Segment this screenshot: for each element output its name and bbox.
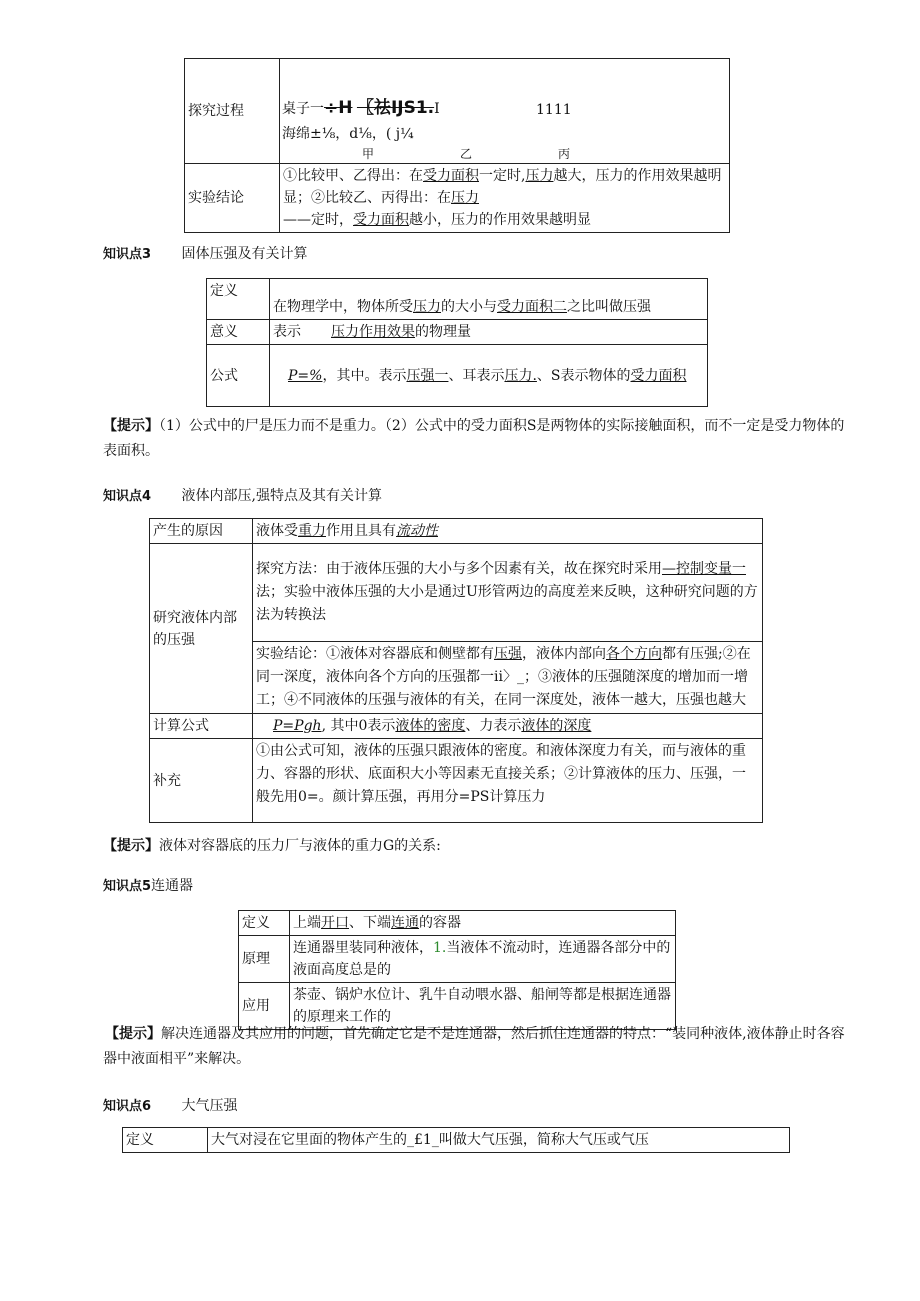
kp3-heading	[103, 243, 308, 263]
tip-3: 【提示】解决连通器及其应用的问题，首先确定它是不是连通器，然后抓住连通器的特点：“装同种液体,液体静止时各容器中液面相平”来解决。	[103, 1026, 845, 1067]
kp5-def-text: 上端开口、下端连通的容器	[290, 911, 676, 936]
kp4-calc-label: 计算公式	[150, 714, 253, 739]
figure-label-b: 乙	[460, 147, 473, 161]
kp4-calc-text: P=Pgh, 其中0表示液体的密度、力表示液体的深度	[253, 714, 763, 739]
kp4-heading	[103, 485, 382, 505]
kp3-meaning-label: 意义	[207, 320, 270, 345]
kp5-app-label: 应用	[239, 983, 290, 1030]
kp3-def-label: 定义	[207, 279, 270, 320]
kp3-title: 固体压强及有关计算	[181, 246, 308, 262]
kp4-supp-label: 补充	[150, 739, 253, 823]
sponge-label: 海绵±⅛，d⅛，( j¼	[282, 126, 414, 142]
kp4-method-text: 探究方法：由于液体压强的大小与多个因素有关，故在探究时采用—控制变量一法；实验中液体压强的大小是通过U形管两边的高度差来反映，这种研究问题的方法为转换法	[253, 544, 763, 642]
kp6-table	[122, 1127, 790, 1153]
kp6-def-label: 定义	[123, 1128, 208, 1153]
kp6-def-text: 大气对浸在它里面的物体产生的_£1_叫做大气压强，简称大气压或气压	[208, 1128, 790, 1153]
tip-1: 【提示】（1）公式中的尸是压力而不是重力。（2）公式中的受力面积S是两物体的实际接触面积，而不一定是受力物体的表面积。	[103, 418, 845, 459]
kp4-cause-label: 产生的原因	[150, 519, 253, 544]
figure-label-a: 甲	[362, 147, 375, 161]
kp5-heading	[103, 875, 193, 895]
conclusion-label: 实验结论	[185, 164, 280, 233]
kp6-heading	[103, 1095, 238, 1115]
kp6-title: 大气压强	[181, 1098, 238, 1114]
figure-marks: 1111	[536, 102, 572, 118]
kp3-table	[206, 278, 708, 407]
kp4-table	[149, 518, 763, 823]
tip-2: 【提示】液体对容器底的压力厂与液体的重力G的关系:	[103, 838, 441, 854]
kp5-tag: 知识点5	[103, 879, 152, 894]
kp3-def-text: 在物理学中，物体所受压力的大小与受力面积二之比叫做压强	[270, 279, 708, 320]
explore-table	[184, 58, 730, 233]
kp6-tag: 知识点6	[103, 1099, 152, 1114]
kp5-table	[238, 910, 676, 1030]
kp3-formula-label: 公式	[207, 345, 270, 407]
explore-figure-cell: 桌子一÷H 〖祛IJS1.I 1111 海绵±⅛，d⅛，( j¼ 甲 乙 丙	[280, 59, 730, 164]
kp5-principle-text: 连通器里装同种液体，1.当液体不流动时，连通器各部分中的液面高度总是的	[290, 936, 676, 983]
desk-label: 桌子一	[282, 101, 324, 117]
kp4-supp-text: ①由公式可知，液体的压强只跟液体的密度。和液体深度力有关，而与液体的重力、容器的形状、底面积大小等因素无直接关系；②计算液体的压力、压强，一般先用0=。颜计算压强，再用分=PS计算压力	[253, 739, 763, 823]
conclusion-text: ①比较甲、乙得出：在受力面积一定时,压力越大，压力的作用效果越明显；②比较乙、丙得出：在压力 ——定时，受力面积越小，压力的作用效果越明显	[280, 164, 730, 233]
kp5-principle-label: 原理	[239, 936, 290, 983]
explore-row-label: 探究过程	[185, 59, 280, 164]
kp4-exp-text: 实验结论：①液体对容器底和侧壁都有压强，液体内部向各个方向都有压强;②在同一深度，液体向各个方向的压强都一ii〉_；③液体的压强随深度的增加而一增工；④不同液体的压强与液体的有关，在同一深度处，液体一越大，压强也越大	[253, 642, 763, 714]
kp4-cause-text: 液体受重力作用且具有流动性	[253, 519, 763, 544]
kp5-app-text: 茶壶、锅炉水位计、乳牛自动喂水器、船闸等都是根据连通器的原理来工作的	[290, 983, 676, 1030]
kp5-title: 连通器	[151, 878, 194, 894]
kp3-formula-text: P=%，其中。表示压强一、耳表示压力.、S表示物体的受力面积	[270, 345, 708, 407]
kp4-study-label: 研究液体内部的压强	[150, 544, 253, 714]
kp5-def-label: 定义	[239, 911, 290, 936]
kp3-tag: 知识点3	[103, 247, 152, 262]
figure-label-c: 丙	[558, 147, 571, 161]
kp4-title: 液体内部压,强特点及其有关计算	[181, 488, 382, 504]
kp3-meaning-text: 表示 压力作用效果的物理量	[270, 320, 708, 345]
kp4-tag: 知识点4	[103, 489, 152, 504]
